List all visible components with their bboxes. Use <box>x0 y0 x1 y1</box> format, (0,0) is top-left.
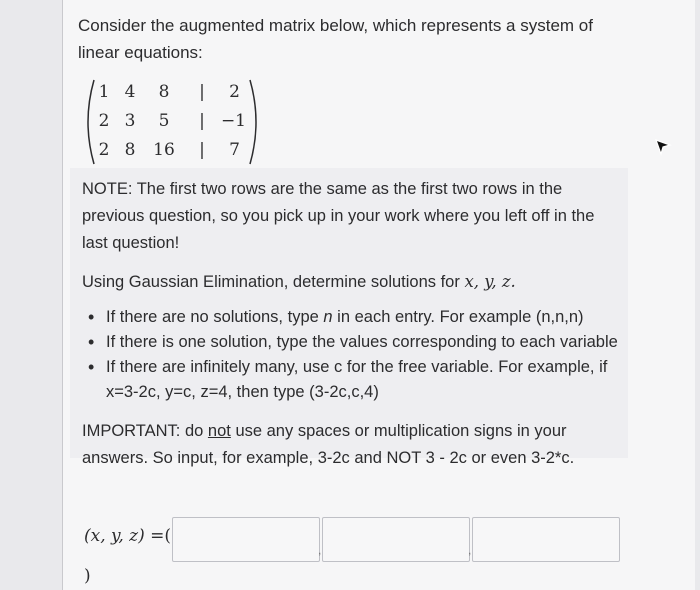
matrix-divider: | <box>199 82 205 102</box>
matrix-cell: 2 <box>98 111 110 131</box>
matrix-divider: | <box>199 111 205 131</box>
important-prefix: IMPORTANT: do <box>82 422 208 440</box>
matrix-cell: 1 <box>98 82 110 102</box>
list-item <box>82 305 627 330</box>
matrix-cell: 16 <box>153 140 175 160</box>
answer-close-paren: ) <box>84 566 91 586</box>
answer-separator: , <box>468 543 472 557</box>
instruction-text <box>82 268 622 296</box>
augmented-matrix <box>78 76 264 168</box>
matrix-cell: 5 <box>158 111 170 131</box>
instruction-prefix: Using Gaussian Elimination, determine solutions for <box>82 273 465 291</box>
bullet-text: If there are infinitely many, use c for the free variable. For example, if x=3-2c, y=c, z=4, then type (3-2c,c,4) <box>106 358 608 401</box>
bullet-text: If there is one solution, type the values corresponding to each variable <box>106 333 618 351</box>
list-item <box>82 355 627 405</box>
instruction-vars: x, y, z. <box>464 272 516 291</box>
matrix-cell: −1 <box>220 111 246 131</box>
important-note <box>82 418 627 472</box>
important-suffix: use any spaces or multiplication signs in your answers. So input, for example, 3-2c and NOT 3 - 2c or even 3-2*c. <box>82 422 575 467</box>
note-text: NOTE: The first two rows are the same as the first two rows in the previous question, so you pick up in your work where you left off in the last question! <box>82 180 595 252</box>
matrix-divider: | <box>199 140 205 160</box>
matrix-cell: 7 <box>229 140 240 160</box>
matrix-cell: 2 <box>98 140 110 160</box>
mouse-cursor-icon <box>654 134 674 156</box>
matrix-cell: 3 <box>124 111 136 131</box>
matrix-cell: 8 <box>158 82 170 102</box>
bullet-italic: n <box>323 308 333 326</box>
answer-input-z[interactable] <box>472 517 620 562</box>
matrix-cell: 8 <box>124 140 136 160</box>
answer-eq: =( <box>144 526 172 546</box>
answer-label <box>84 526 171 546</box>
matrix-cell: 4 <box>124 82 136 102</box>
answer-input-x[interactable] <box>172 517 320 562</box>
answer-separator: , <box>318 543 322 557</box>
question-intro: Consider the augmented matrix below, which represents a system of linear equations: <box>78 16 593 62</box>
bullet-text: If there are no solutions, type <box>106 308 324 326</box>
bullet-text-after: in each entry. For example (n,n,n) <box>332 308 584 326</box>
instruction-list <box>82 305 627 405</box>
list-item <box>82 330 627 355</box>
important-underlined: not <box>207 422 231 440</box>
answer-input-y[interactable] <box>322 517 470 562</box>
matrix-cell: 2 <box>229 82 240 102</box>
answer-vars: (x, y, z) <box>84 526 145 546</box>
